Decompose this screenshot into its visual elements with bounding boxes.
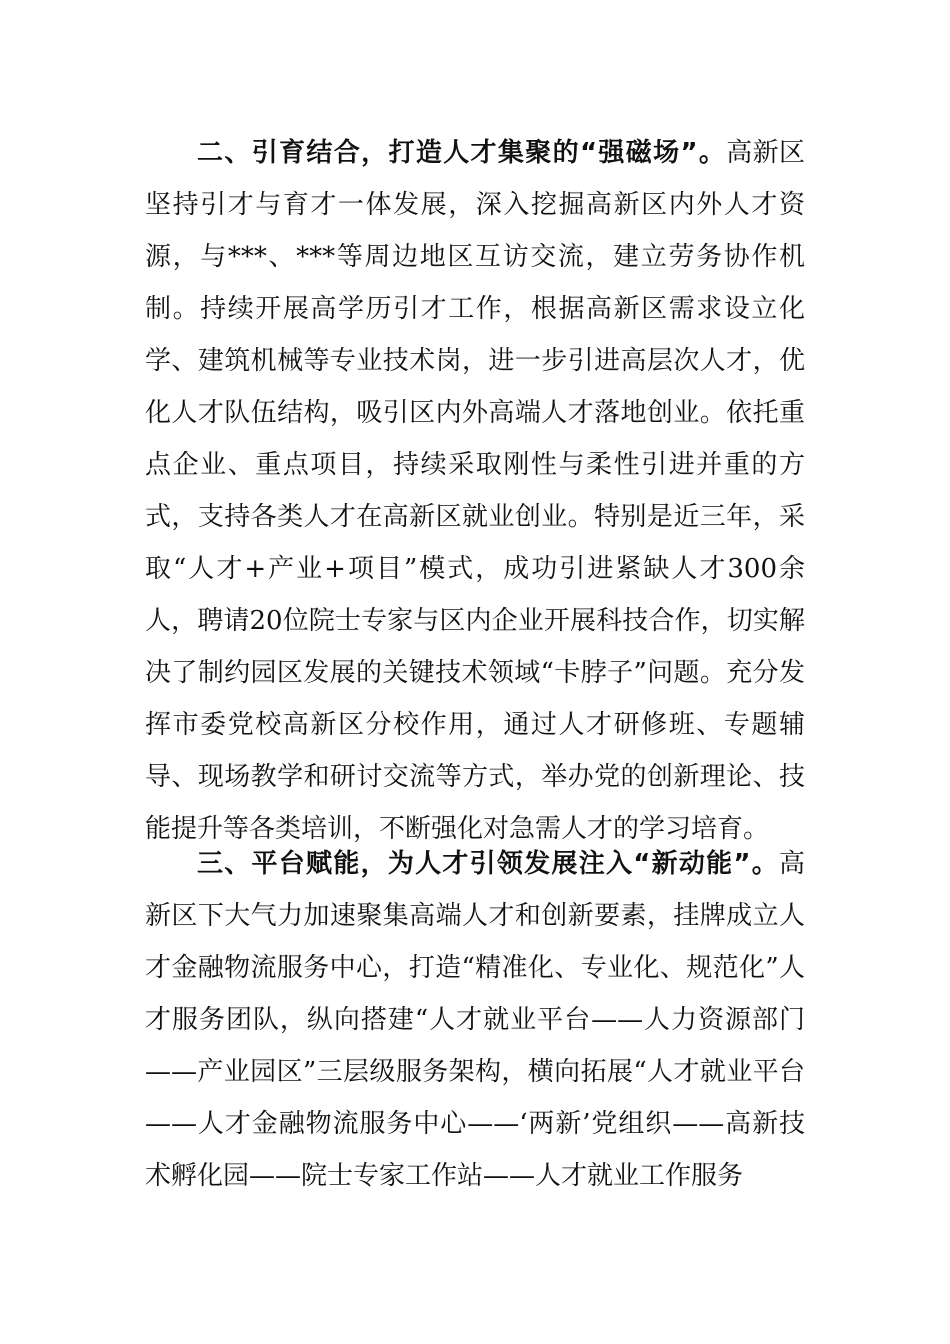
section-body-2: 高新区坚持引才与育才一体发展，深入挖掘高新区内外人才资源，与***、***等周边地区互访交流，建立劳务协作机制。持续开展高学历引才工作，根据高新区需求设立化学、建筑机械等专业技术岗，进一步引进高层次人才，优化人才队伍结构，吸引区内外高端人才落地创业。依托重点企业、重点项目，持续采取刚性与柔性引进并重的方式，支持各类人才在高新区就业创业。特别是近三年，采取“人才+产业+项目”模式，成功引进紧缺人才300余人，聘请20位院士专家与区内企业开展科技合作，切实解决了制约园区发展的关键技术领域“卡脖子”问题。充分发挥市委党校高新区分校作用，通过人才研修班、专题辅导、现场教学和研讨交流等方式，举办党的创新理论、技能提升等各类培训，不断强化对急需人才的学习培育。 (145, 138, 805, 844)
paragraph-section-3 (145, 838, 805, 1202)
section-heading-2: 二、引育结合，打造人才集聚的“强磁场”。 (197, 138, 727, 168)
section-body-3: 高新区下大气力加速聚集高端人才和创新要素，挂牌成立人才金融物流服务中心，打造“精准化、专业化、规范化”人才服务团队，纵向搭建“人才就业平台——人力资源部门——产业园区”三层级服务架构，横向拓展“人才就业平台——人才金融物流服务中心——‘两新’党组织——高新技术孵化园——院士专家工作站——人才就业工作服务 (145, 849, 805, 1191)
section-heading-3: 三、平台赋能，为人才引领发展注入“新动能”。 (197, 849, 779, 879)
paragraph-section-2 (145, 127, 805, 855)
